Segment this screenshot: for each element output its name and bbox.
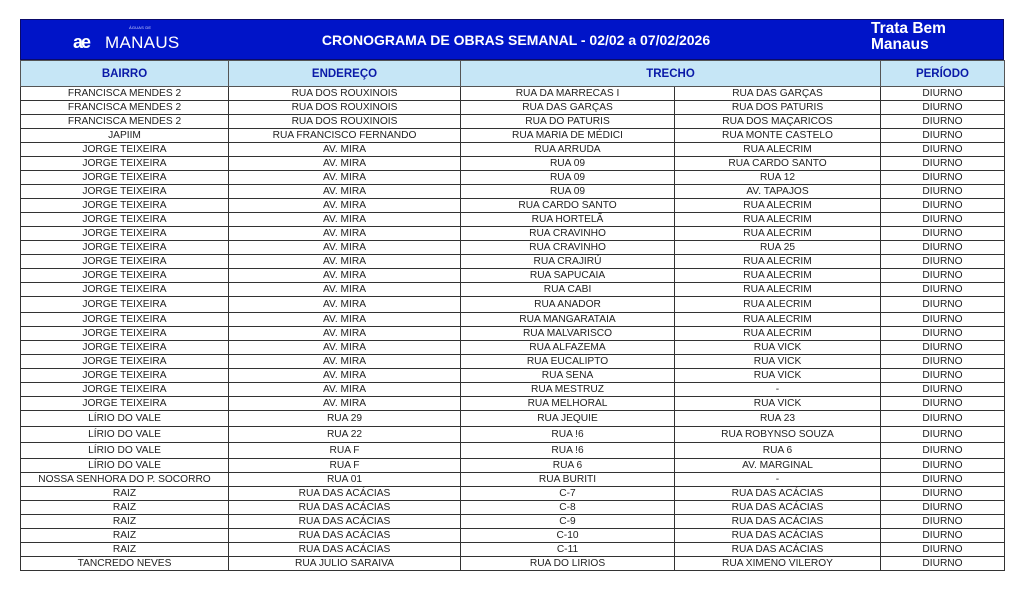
cell-endereco: AV. MIRA	[229, 283, 461, 297]
cell-bairro: JORGE TEIXEIRA	[21, 255, 229, 269]
cell-trecho-de: RUA HORTELÃ	[461, 213, 675, 227]
cell-trecho-ate: RUA ALECRIM	[675, 213, 881, 227]
cell-periodo: DIURNO	[881, 227, 1005, 241]
table-row	[21, 129, 1005, 143]
cell-trecho-ate: RUA DOS MAÇARICOS	[675, 115, 881, 129]
cell-trecho-ate: RUA DAS ACÁCIAS	[675, 515, 881, 529]
table-row	[21, 115, 1005, 129]
cell-bairro: JORGE TEIXEIRA	[21, 327, 229, 341]
cell-endereco: AV. MIRA	[229, 171, 461, 185]
cell-endereco: RUA JULIO SARAIVA	[229, 557, 461, 571]
cell-periodo: DIURNO	[881, 369, 1005, 383]
cell-endereco: RUA DOS ROUXINOIS	[229, 87, 461, 101]
cell-periodo: DIURNO	[881, 129, 1005, 143]
cell-bairro: RAIZ	[21, 487, 229, 501]
cell-periodo: DIURNO	[881, 157, 1005, 171]
cell-endereco: AV. MIRA	[229, 143, 461, 157]
cell-endereco: AV. MIRA	[229, 369, 461, 383]
cell-endereco: AV. MIRA	[229, 157, 461, 171]
table-row	[21, 487, 1005, 501]
cell-trecho-de: RUA DO LIRIOS	[461, 557, 675, 571]
cell-endereco: RUA DAS ACÁCIAS	[229, 515, 461, 529]
cell-bairro: JORGE TEIXEIRA	[21, 157, 229, 171]
table-row	[21, 515, 1005, 529]
cell-bairro: JORGE TEIXEIRA	[21, 283, 229, 297]
cell-bairro: FRANCISCA MENDES 2	[21, 101, 229, 115]
cell-periodo: DIURNO	[881, 199, 1005, 213]
cell-periodo: DIURNO	[881, 241, 1005, 255]
cell-trecho-ate: AV. MARGINAL	[675, 459, 881, 473]
cell-trecho-ate: RUA ALECRIM	[675, 297, 881, 313]
cell-endereco: RUA DAS ACÁCIAS	[229, 529, 461, 543]
cell-endereco: RUA FRANCISCO FERNANDO	[229, 129, 461, 143]
cell-bairro: JORGE TEIXEIRA	[21, 227, 229, 241]
cell-endereco: RUA DAS ACÁCIAS	[229, 543, 461, 557]
cell-endereco: AV. MIRA	[229, 213, 461, 227]
cell-trecho-de: RUA !6	[461, 443, 675, 459]
cell-trecho-ate: RUA 6	[675, 443, 881, 459]
cell-bairro: JORGE TEIXEIRA	[21, 397, 229, 411]
table-row	[21, 157, 1005, 171]
cell-periodo: DIURNO	[881, 487, 1005, 501]
table-row	[21, 557, 1005, 571]
cell-trecho-ate: RUA DAS ACÁCIAS	[675, 487, 881, 501]
aguas-de-manaus-logo	[73, 25, 193, 55]
cell-periodo: DIURNO	[881, 87, 1005, 101]
cell-periodo: DIURNO	[881, 543, 1005, 557]
cell-endereco: AV. MIRA	[229, 241, 461, 255]
cell-periodo: DIURNO	[881, 443, 1005, 459]
cell-endereco: AV. MIRA	[229, 313, 461, 327]
table-row	[21, 327, 1005, 341]
cell-periodo: DIURNO	[881, 255, 1005, 269]
cell-trecho-de: C-8	[461, 501, 675, 515]
cell-bairro: FRANCISCA MENDES 2	[21, 87, 229, 101]
cell-endereco: RUA DAS ACÁCIAS	[229, 501, 461, 515]
cell-trecho-de: RUA ARRUDA	[461, 143, 675, 157]
cell-bairro: JORGE TEIXEIRA	[21, 297, 229, 313]
cell-bairro: JORGE TEIXEIRA	[21, 143, 229, 157]
cell-trecho-ate: RUA ALECRIM	[675, 313, 881, 327]
cell-bairro: JORGE TEIXEIRA	[21, 269, 229, 283]
table-row	[21, 443, 1005, 459]
cell-periodo: DIURNO	[881, 397, 1005, 411]
schedule-sheet	[20, 19, 1004, 571]
cell-periodo: DIURNO	[881, 557, 1005, 571]
cell-bairro: LÍRIO DO VALE	[21, 459, 229, 473]
cell-trecho-de: RUA SAPUCAIA	[461, 269, 675, 283]
cell-periodo: DIURNO	[881, 313, 1005, 327]
table-row	[21, 297, 1005, 313]
table-row	[21, 87, 1005, 101]
cell-periodo: DIURNO	[881, 297, 1005, 313]
cell-trecho-de: RUA 09	[461, 185, 675, 199]
cell-trecho-ate: RUA DAS GARÇAS	[675, 87, 881, 101]
cell-trecho-de: RUA CARDO SANTO	[461, 199, 675, 213]
cell-trecho-ate: RUA VICK	[675, 355, 881, 369]
cell-trecho-ate: AV. TAPAJOS	[675, 185, 881, 199]
cell-endereco: AV. MIRA	[229, 341, 461, 355]
cell-trecho-ate: RUA ALECRIM	[675, 255, 881, 269]
cell-bairro: JORGE TEIXEIRA	[21, 383, 229, 397]
table-row	[21, 473, 1005, 487]
logo-right-line2: Manaus	[871, 36, 929, 53]
cell-bairro: RAIZ	[21, 501, 229, 515]
cell-bairro: FRANCISCA MENDES 2	[21, 115, 229, 129]
schedule-table	[20, 60, 1005, 571]
table-row	[21, 241, 1005, 255]
cell-periodo: DIURNO	[881, 269, 1005, 283]
cell-bairro: RAIZ	[21, 515, 229, 529]
table-row	[21, 199, 1005, 213]
cell-periodo: DIURNO	[881, 459, 1005, 473]
cell-periodo: DIURNO	[881, 185, 1005, 199]
cell-periodo: DIURNO	[881, 327, 1005, 341]
logo-word: MANAUS	[105, 33, 180, 52]
cell-trecho-ate: RUA VICK	[675, 369, 881, 383]
cell-bairro: RAIZ	[21, 529, 229, 543]
cell-trecho-ate: RUA 23	[675, 411, 881, 427]
table-row	[21, 143, 1005, 157]
cell-bairro: JORGE TEIXEIRA	[21, 355, 229, 369]
cell-endereco: RUA DAS ACÁCIAS	[229, 487, 461, 501]
cell-endereco: RUA DOS ROUXINOIS	[229, 115, 461, 129]
cell-endereco: RUA F	[229, 443, 461, 459]
cell-trecho-ate: RUA ALECRIM	[675, 199, 881, 213]
cell-trecho-ate: RUA 12	[675, 171, 881, 185]
cell-trecho-ate: RUA VICK	[675, 397, 881, 411]
table-row	[21, 355, 1005, 369]
cell-periodo: DIURNO	[881, 355, 1005, 369]
cell-periodo: DIURNO	[881, 427, 1005, 443]
cell-trecho-ate: RUA VICK	[675, 341, 881, 355]
cell-periodo: DIURNO	[881, 515, 1005, 529]
table-row	[21, 397, 1005, 411]
cell-trecho-de: C-9	[461, 515, 675, 529]
cell-periodo: DIURNO	[881, 143, 1005, 157]
cell-bairro: JAPIIM	[21, 129, 229, 143]
cell-bairro: NOSSA SENHORA DO P. SOCORRO	[21, 473, 229, 487]
cell-endereco: AV. MIRA	[229, 227, 461, 241]
cell-periodo: DIURNO	[881, 213, 1005, 227]
cell-endereco: AV. MIRA	[229, 383, 461, 397]
cell-periodo: DIURNO	[881, 115, 1005, 129]
cell-periodo: DIURNO	[881, 473, 1005, 487]
cell-trecho-de: C-10	[461, 529, 675, 543]
column-header-endereco: ENDEREÇO	[229, 61, 461, 87]
cell-trecho-de: RUA 09	[461, 157, 675, 171]
cell-endereco: AV. MIRA	[229, 297, 461, 313]
cell-trecho-ate: RUA DAS ACÁCIAS	[675, 501, 881, 515]
table-row	[21, 213, 1005, 227]
table-row	[21, 171, 1005, 185]
table-row	[21, 227, 1005, 241]
cell-periodo: DIURNO	[881, 171, 1005, 185]
cell-trecho-ate: RUA DAS ACÁCIAS	[675, 543, 881, 557]
cell-trecho-de: RUA CRAVINHO	[461, 227, 675, 241]
cell-endereco: AV. MIRA	[229, 269, 461, 283]
cell-trecho-ate: -	[675, 473, 881, 487]
cell-trecho-de: RUA SENA	[461, 369, 675, 383]
cell-trecho-ate: RUA ALECRIM	[675, 327, 881, 341]
cell-bairro: JORGE TEIXEIRA	[21, 241, 229, 255]
table-row	[21, 459, 1005, 473]
table-row	[21, 255, 1005, 269]
cell-trecho-de: RUA 09	[461, 171, 675, 185]
column-header-row	[21, 61, 1005, 87]
table-row	[21, 369, 1005, 383]
table-row	[21, 383, 1005, 397]
cell-trecho-de: RUA 6	[461, 459, 675, 473]
cell-trecho-de: RUA ANADOR	[461, 297, 675, 313]
cell-endereco: RUA 22	[229, 427, 461, 443]
cell-bairro: JORGE TEIXEIRA	[21, 199, 229, 213]
cell-endereco: AV. MIRA	[229, 185, 461, 199]
cell-trecho-de: RUA JEQUIE	[461, 411, 675, 427]
cell-trecho-ate: RUA ALECRIM	[675, 143, 881, 157]
table-row	[21, 185, 1005, 199]
cell-trecho-de: RUA CRAJIRÚ	[461, 255, 675, 269]
cell-trecho-de: RUA MESTRUZ	[461, 383, 675, 397]
cell-trecho-de: RUA !6	[461, 427, 675, 443]
cell-bairro: RAIZ	[21, 543, 229, 557]
table-row	[21, 269, 1005, 283]
table-row	[21, 283, 1005, 297]
cell-bairro: JORGE TEIXEIRA	[21, 341, 229, 355]
cell-trecho-ate: RUA XIMENO VILEROY	[675, 557, 881, 571]
cell-trecho-de: RUA CRAVINHO	[461, 241, 675, 255]
cell-bairro: JORGE TEIXEIRA	[21, 171, 229, 185]
page-title: CRONOGRAMA DE OBRAS SEMANAL - 02/02 a 07/02/2026	[321, 32, 711, 48]
cell-endereco: RUA 01	[229, 473, 461, 487]
table-row	[21, 411, 1005, 427]
cell-periodo: DIURNO	[881, 501, 1005, 515]
cell-periodo: DIURNO	[881, 283, 1005, 297]
cell-bairro: JORGE TEIXEIRA	[21, 369, 229, 383]
cell-bairro: JORGE TEIXEIRA	[21, 313, 229, 327]
table-row	[21, 313, 1005, 327]
cell-endereco: RUA 29	[229, 411, 461, 427]
table-row	[21, 543, 1005, 557]
cell-trecho-ate: RUA ROBYNSO SOUZA	[675, 427, 881, 443]
cell-periodo: DIURNO	[881, 383, 1005, 397]
cell-trecho-ate: RUA ALECRIM	[675, 269, 881, 283]
table-row	[21, 101, 1005, 115]
cell-trecho-de: RUA MARIA DE MÉDICI	[461, 129, 675, 143]
cell-trecho-de: RUA DAS GARÇAS	[461, 101, 675, 115]
cell-periodo: DIURNO	[881, 411, 1005, 427]
column-header-bairro: BAIRRO	[21, 61, 229, 87]
cell-trecho-de: C-11	[461, 543, 675, 557]
cell-trecho-de: RUA DA MARRECAS I	[461, 87, 675, 101]
column-header-trecho: TRECHO	[461, 61, 881, 87]
cell-trecho-de: RUA MELHORAL	[461, 397, 675, 411]
cell-endereco: AV. MIRA	[229, 355, 461, 369]
cell-trecho-ate: RUA CARDO SANTO	[675, 157, 881, 171]
column-header-periodo: PERÍODO	[881, 61, 1005, 87]
cell-bairro: JORGE TEIXEIRA	[21, 185, 229, 199]
cell-trecho-ate: RUA MONTE CASTELO	[675, 129, 881, 143]
cell-bairro: LÍRIO DO VALE	[21, 427, 229, 443]
cell-periodo: DIURNO	[881, 529, 1005, 543]
cell-trecho-de: RUA MANGARATAIA	[461, 313, 675, 327]
cell-bairro: LÍRIO DO VALE	[21, 411, 229, 427]
table-row	[21, 529, 1005, 543]
cell-endereco: AV. MIRA	[229, 327, 461, 341]
table-row	[21, 427, 1005, 443]
cell-periodo: DIURNO	[881, 341, 1005, 355]
cell-trecho-de: RUA DO PATURIS	[461, 115, 675, 129]
trata-bem-manaus-logo	[871, 21, 946, 53]
cell-bairro: TANCREDO NEVES	[21, 557, 229, 571]
cell-endereco: RUA DOS ROUXINOIS	[229, 101, 461, 115]
cell-trecho-de: RUA ALFAZEMA	[461, 341, 675, 355]
header-banner	[20, 19, 1004, 60]
cell-trecho-ate: RUA ALECRIM	[675, 227, 881, 241]
cell-trecho-ate: RUA ALECRIM	[675, 283, 881, 297]
ae-logo-icon: ae	[73, 32, 90, 52]
cell-bairro: JORGE TEIXEIRA	[21, 213, 229, 227]
cell-endereco: AV. MIRA	[229, 199, 461, 213]
cell-endereco: AV. MIRA	[229, 397, 461, 411]
cell-trecho-ate: RUA DAS ACÁCIAS	[675, 529, 881, 543]
cell-endereco: AV. MIRA	[229, 255, 461, 269]
cell-trecho-ate: -	[675, 383, 881, 397]
cell-trecho-de: RUA BURITI	[461, 473, 675, 487]
cell-trecho-de: RUA MALVARISCO	[461, 327, 675, 341]
cell-bairro: LÍRIO DO VALE	[21, 443, 229, 459]
logo-small-text: ÁGUAS DE	[129, 25, 152, 30]
cell-trecho-ate: RUA 25	[675, 241, 881, 255]
logo-right-line1: Trata Bem	[871, 20, 946, 37]
cell-trecho-de: C-7	[461, 487, 675, 501]
cell-periodo: DIURNO	[881, 101, 1005, 115]
cell-trecho-ate: RUA DOS PATURIS	[675, 101, 881, 115]
table-row	[21, 341, 1005, 355]
cell-trecho-de: RUA EUCALIPTO	[461, 355, 675, 369]
cell-trecho-de: RUA CABI	[461, 283, 675, 297]
cell-endereco: RUA F	[229, 459, 461, 473]
table-row	[21, 501, 1005, 515]
